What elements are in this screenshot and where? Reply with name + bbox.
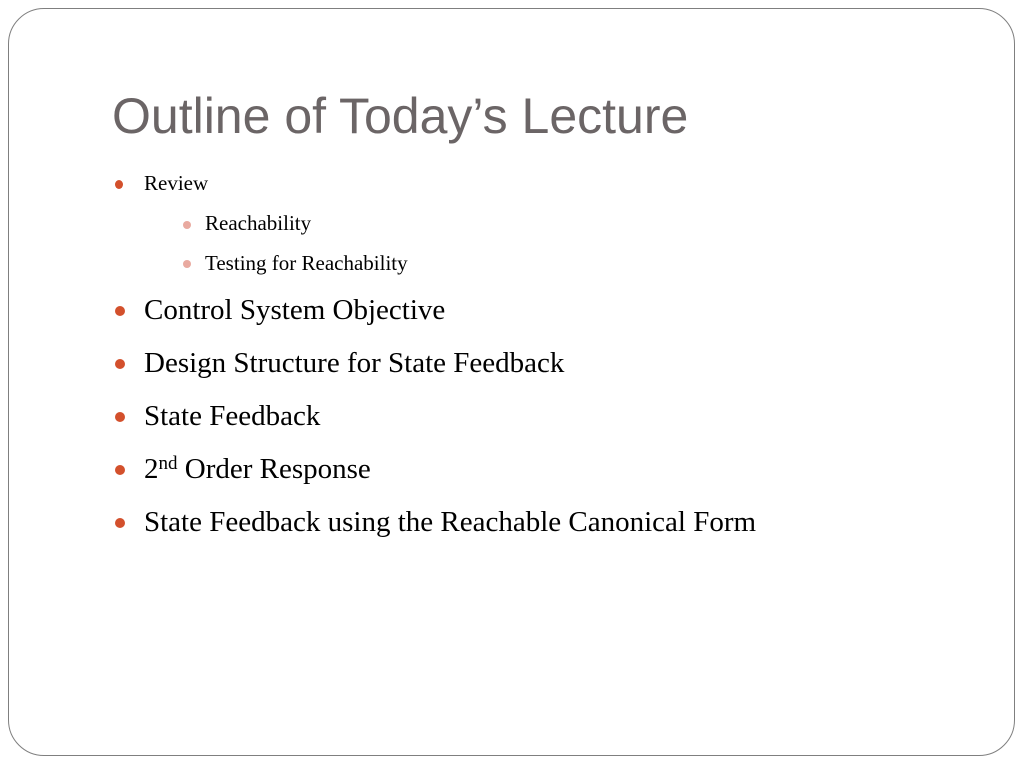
bullet-control-system-objective: Control System Objective [144, 294, 446, 326]
slide-title: Outline of Today’s Lecture [112, 88, 689, 144]
sub-bullet-dot-icon [183, 260, 191, 268]
bullet-dot-icon [115, 465, 125, 475]
bullet-label: Order Response [177, 453, 371, 485]
sub-bullet-reachability: Reachability [205, 211, 312, 235]
bullet-dot-icon [115, 180, 123, 189]
bullet-dot-icon [115, 412, 125, 422]
sub-bullet-testing-for-reachability: Testing for Reachability [205, 251, 408, 275]
ordinal-suffix: nd [158, 453, 178, 474]
bullet-design-structure: Design Structure for State Feedback [144, 347, 565, 379]
bullet-dot-icon [115, 306, 125, 316]
ordinal-number: 2 [144, 453, 159, 485]
bullet-dot-icon [115, 518, 125, 528]
bullet-dot-icon [115, 359, 125, 369]
bullet-review: Review [144, 171, 209, 195]
sub-bullet-dot-icon [183, 221, 191, 229]
bullet-second-order-response [144, 453, 371, 486]
bullet-state-feedback: State Feedback [144, 400, 321, 432]
bullet-state-feedback-reachable-canonical-form: State Feedback using the Reachable Canonical Form [144, 506, 757, 538]
